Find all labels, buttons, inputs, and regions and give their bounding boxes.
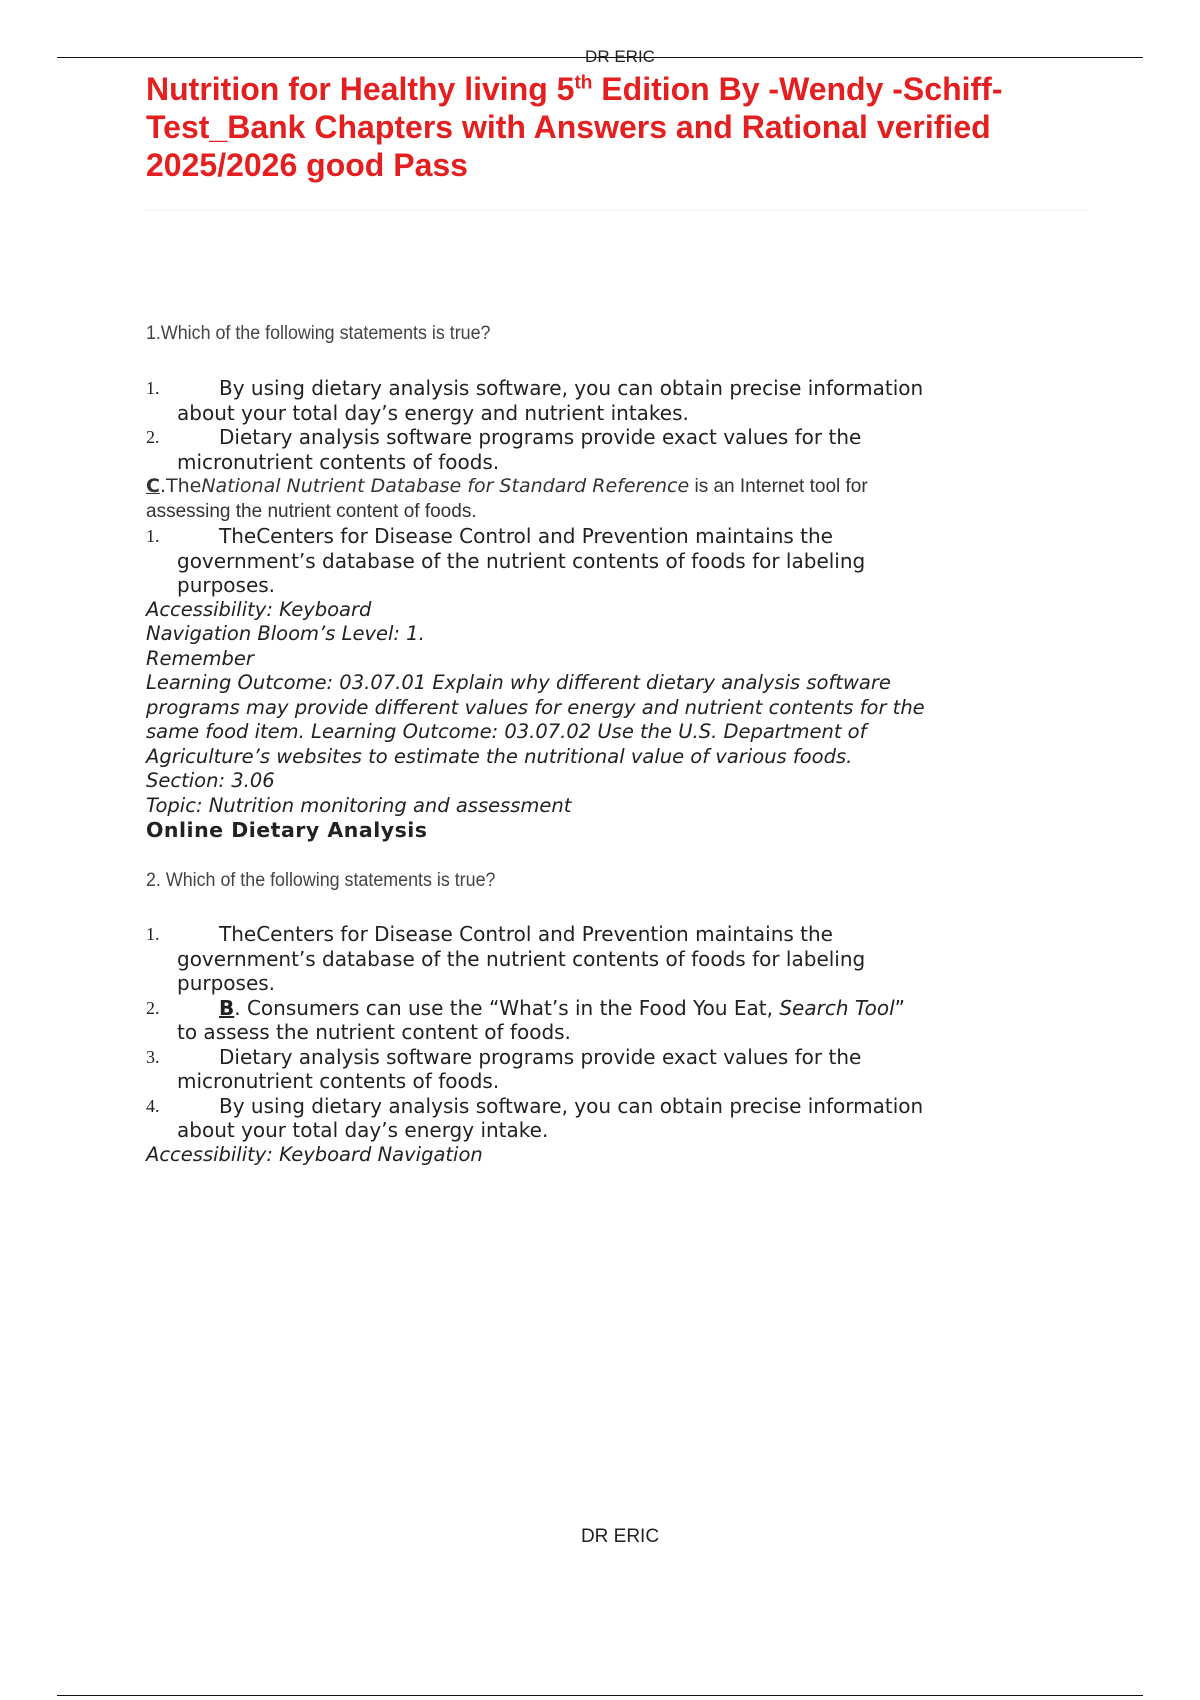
q1-correct-answer: C.TheNational Nutrient Database for Standard Reference is an Internet tool for assessing the nutrient content of foods.: [146, 475, 868, 522]
accessibility-meta: Accessibility: Keyboard: [146, 597, 372, 621]
title-line2: Test_Bank Chapters with Answers and Rational verified: [146, 109, 991, 145]
option-text-cont: micronutrient contents of foods.: [177, 449, 500, 474]
option-text-cont: about your total day’s energy and nutrient intakes.: [177, 400, 689, 425]
option-number: 4.: [146, 1095, 160, 1116]
bloom-meta: Navigation Bloom’s Level: 1.: [146, 622, 425, 645]
title-divider: [146, 210, 1086, 211]
footer-rule: [57, 1695, 1143, 1696]
option-text: By using dietary analysis software, you can obtain precise information: [219, 376, 924, 400]
question-2-prompt: 2. Which of the following statements is true?: [146, 870, 496, 891]
q2-option-4: 4. By using dietary analysis software, you can obtain precise information about your total day’s energy intake.: [146, 1093, 924, 1142]
q2-option-2: 2. B. Consumers can use the “What’s in the Food You Eat, Search Tool” to assess the nutrient content of foods.: [146, 995, 906, 1044]
remember-meta: Remember: [146, 646, 254, 670]
option-text: Dietary analysis software programs provide exact values for the: [219, 425, 862, 449]
option-number: 2.: [146, 427, 160, 447]
q1-option-1: [146, 376, 1076, 425]
option-number: 1.: [146, 378, 160, 398]
answer-label: C: [146, 475, 160, 497]
q2-option-3: 3. Dietary analysis software programs provide exact values for the micronutrient contents of foods.: [146, 1044, 862, 1093]
question-2-body: [146, 922, 1076, 1167]
accessibility-meta: Accessibility: Keyboard Navigation: [146, 1142, 483, 1166]
q1-option-2: [146, 425, 1076, 474]
option-number: 1.: [146, 924, 160, 944]
title-line1-end: Edition By -Wendy -Schiff-: [592, 71, 1003, 107]
page-header: DR ERIC: [585, 47, 655, 66]
document-title: [146, 70, 1106, 184]
answer-text-cont: assessing the nutrient content of foods.: [146, 500, 477, 522]
option-number: 1.: [146, 526, 160, 546]
answer-italic-text: National Nutrient Database for Standard Reference: [201, 475, 690, 497]
q1-metadata: [146, 598, 1076, 819]
answer-label: B: [219, 995, 235, 1020]
title-superscript: th: [574, 72, 593, 94]
option-text: TheCenters for Disease Control and Prevention maintains the: [219, 524, 833, 548]
question-1-body: [146, 376, 1076, 843]
question-1-prompt: 1.Which of the following statements is true?: [146, 323, 491, 344]
title-line1-start: Nutrition for Healthy living 5: [146, 71, 575, 107]
title-line3: 2025/2026 good Pass: [146, 147, 468, 183]
topic-meta: Topic: Nutrition monitoring and assessment: [146, 793, 572, 817]
option-number: 3.: [146, 1046, 160, 1067]
learning-outcome-meta: Learning Outcome: 03.07.01 Explain why different dietary analysis software programs may provide different values for energy and nutrient contents for the same food item. Learning Outcome: 03.07.02 Use the U.S. Department of Agriculture’s websites to estimate the nutritional value of various foods.: [146, 671, 925, 768]
section-heading: Online Dietary Analysis: [146, 818, 428, 842]
section-meta: Section: 3.06: [146, 769, 275, 792]
option-number: 2.: [146, 997, 160, 1018]
q1-option-4: 1. TheCenters for Disease Control and Prevention maintains the government’s database of the nutrient contents of foods for labeling purposes.: [146, 524, 866, 597]
page-footer: DR ERIC: [580, 1526, 660, 1547]
q2-option-1: 1. TheCenters for Disease Control and Prevention maintains the government’s database of the nutrient contents of foods for labeling purposes.: [146, 922, 866, 995]
